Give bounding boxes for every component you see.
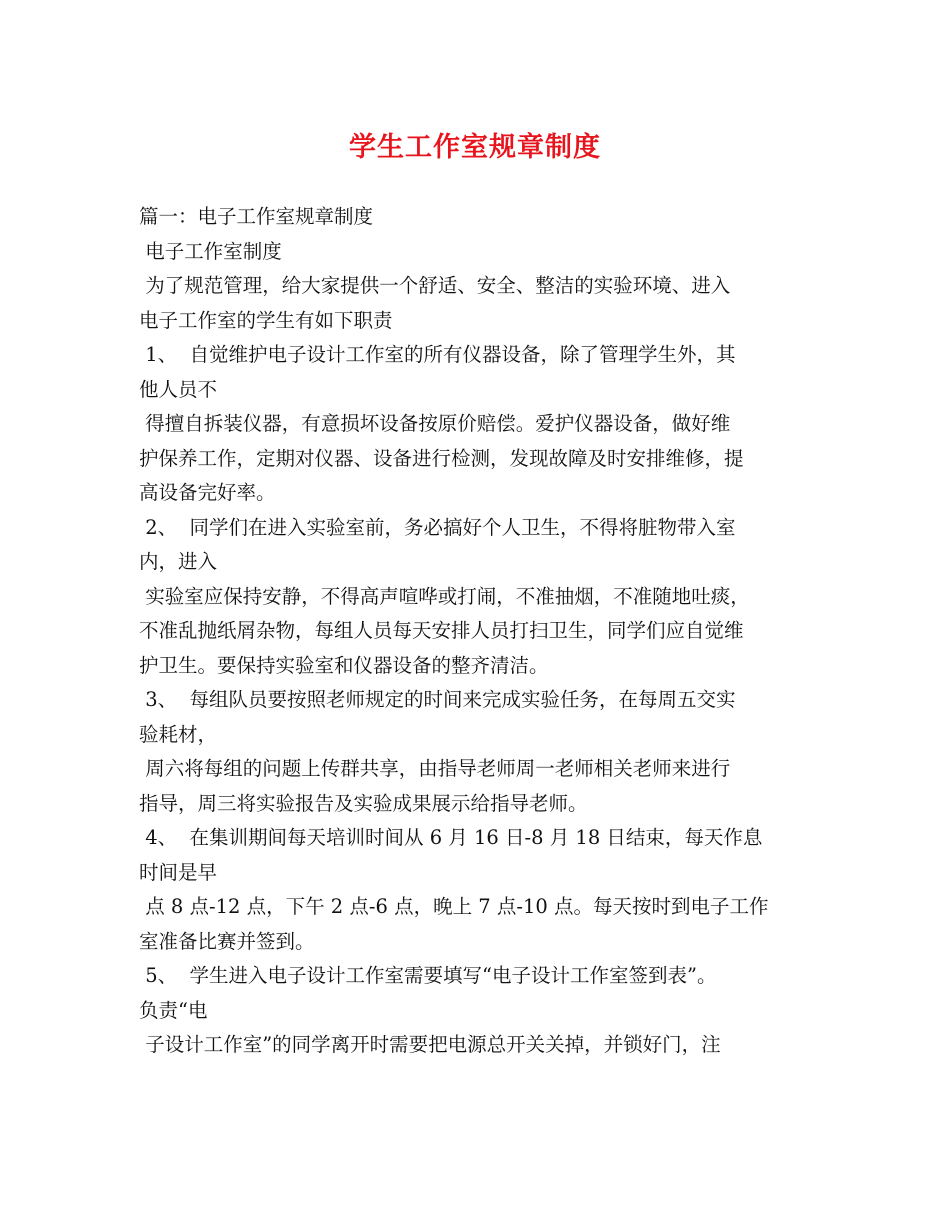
text-line: 3、 每组队员要按照老师规定的时间来完成实验任务，在每周五交实 — [139, 688, 736, 711]
document-body — [139, 200, 819, 1063]
text-line: 高设备完好率。 — [139, 481, 276, 504]
text-line: 4、 在集训期间每天培训时间从 6 月 16 日-8 月 18 日结束，每天作息 — [139, 826, 763, 849]
text-line: 护卫生。要保持实验室和仪器设备的整齐清洁。 — [139, 653, 549, 677]
text-line: 5、 学生进入电子设计工作室需要填写“电子设计工作室签到表”。 — [139, 964, 717, 987]
text-line: 他人员不 — [139, 377, 218, 401]
text-line: 2、 同学们在进入实验室前，务必搞好个人卫生，不得将脏物带入室 — [139, 515, 736, 539]
text-line: 护保养工作，定期对仪器、设备进行检测，发现故障及时安排维修，提 — [139, 446, 744, 470]
text-line: 1、 自觉维护电子设计工作室的所有仪器设备，除了管理学生外，其 — [139, 343, 736, 366]
text-line: 不准乱抛纸屑杂物，每组人员每天安排人员打扫卫生，同学们应自觉维 — [139, 619, 744, 642]
text-line: 周六将每组的问题上传群共享，由指导老师周一老师相关老师来进行 — [139, 757, 731, 780]
text-line: 时间是早 — [139, 860, 218, 884]
text-line: 实验室应保持安静，不得高声喧哗或打闹，不准抽烟，不准随地吐痰， — [139, 584, 750, 608]
page-title: 学生工作室规章制度 — [349, 132, 601, 163]
text-line: 验耗材， — [139, 722, 218, 746]
text-line: 电子工作室的学生有如下职责 — [139, 308, 393, 332]
text-line: 子设计工作室”的同学离开时需要把电源总开关关掉，并锁好门，注 — [139, 1033, 721, 1056]
text-line: 电子工作室制度 — [139, 239, 282, 263]
text-line: 指导，周三将实验报告及实验成果展示给指导老师。 — [139, 791, 588, 815]
text-line: 室准备比赛并签到。 — [139, 929, 315, 953]
text-line: 内，进入 — [139, 550, 218, 573]
text-line: 得擅自拆装仪器，有意损坏设备按原价赔偿。爱护仪器设备，做好维 — [139, 412, 731, 435]
text-line: 为了规范管理，给大家提供一个舒适、安全、整洁的实验环境、进入 — [139, 274, 731, 297]
text-line: 点 8 点-12 点，下午 2 点-6 点，晚上 7 点-10 点。每天按时到电子工作 — [139, 895, 769, 918]
text-line: 篇一：电子工作室规章制度 — [139, 205, 374, 228]
text-line: 负责“电 — [139, 998, 208, 1022]
